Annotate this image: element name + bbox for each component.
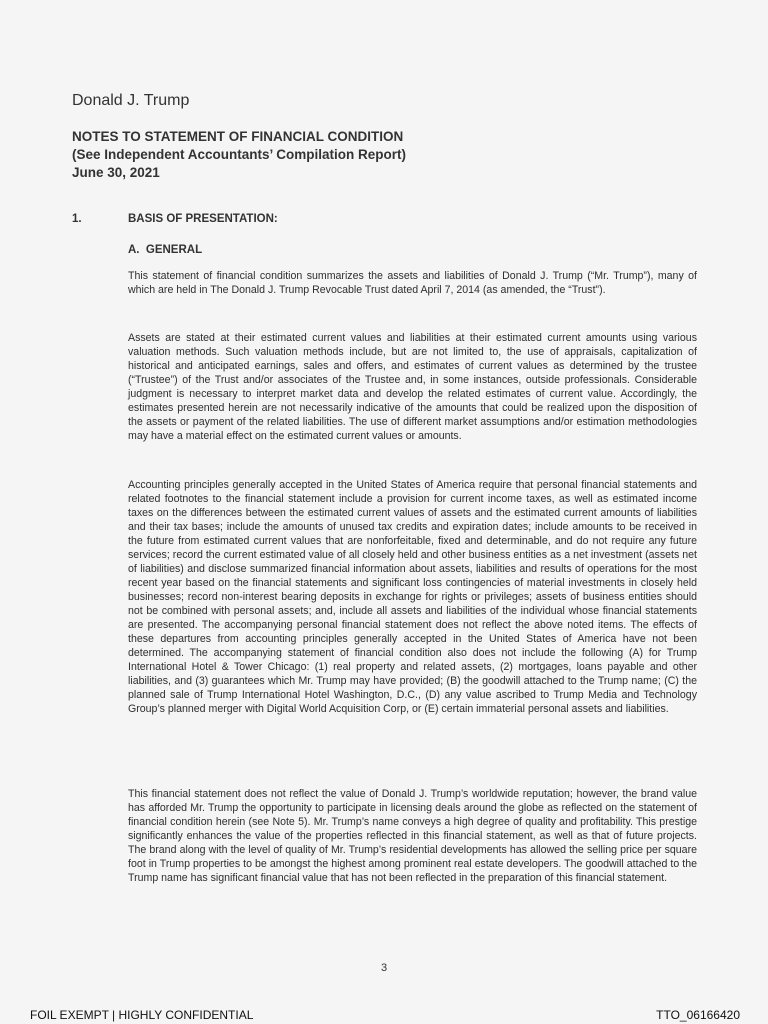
document-title: NOTES TO STATEMENT OF FINANCIAL CONDITION <box>72 129 404 144</box>
section-number: 1. <box>72 213 82 225</box>
subject-name: Donald J. Trump <box>72 92 190 109</box>
paragraph-1: This statement of financial condition summarizes the assets and liabilities of Donald J. Trump (“Mr. Trump”), many of which are held in The Donald J. Trump Revocable Trust dated April 7, 2014 (as amended, the “Trust”). <box>128 270 697 296</box>
paragraph-4: This financial statement does not reflect the value of Donald J. Trump’s worldwide reputation; however, the brand value has afforded Mr. Trump the opportunity to participate in licensing deals around the globe as reflected on the statement of financial condition herein (see Note 5). Mr. Trump’s name conveys a high degree of quality and profitability. This prestige significantly enhances the value of the properties reflected in this financial statement, as well as that of future projects. The brand along with the level of quality of Mr. Trump’s residential developments has allowed the selling price per square foot in Trump properties to be amongst the highest among prominent real estate developers. The goodwill attached to the Trump name has significant financial value that has not been reflected in the preparation of this financial statement. <box>128 788 697 884</box>
page-number: 3 <box>380 962 388 974</box>
paragraph-2: Assets are stated at their estimated current values and liabilities at their estimated current amounts using various valuation methods. Such valuation methods include, but are not limited to, the use of appraisals, capitalization of historical and anticipated earnings, sales and offers, and estimates of current values as determined by the trustee (“Trustee”) of the Trust and/or associates of the Trustee and, in some instances, outside professionals. Considerable judgment is necessary to interpret market data and develop the related estimates of current value. Accordingly, the estimates presented herein are not necessarily indicative of the amounts that could be realized upon the disposition of the assets or payment of the related liabilities. The use of different market assumptions and/or estimation methodologies may have a material effect on the estimated current values or amounts. <box>128 332 697 442</box>
paragraph-3: Accounting principles generally accepted in the United States of America require that personal financial statements and related footnotes to the financial statement include a provision for current income taxes, as well as estimated income taxes on the differences between the estimated current values of assets and the estimated current amounts of liabilities and their tax bases; include the amounts of unused tax credits and expiration dates; include amounts to be received in the future from estimated current values that are nonforfeitable, fixed and determinable, and do not require any future services; record the current estimated value of all closely held and other business entities as a net investment (assets net of liabilities) and disclose summarized financial information about assets, liabilities and results of operations for the most recent year based on the financial statements and significant loss contingencies of material investments in closely held businesses; record non-interest bearing deposits in exchange for rights or privileges; assets of business entities should not be combined with personal assets; and, include all assets and liabilities of the individual whose financial statements are presented. The accompanying personal financial statement does not reflect the above noted items. The effects of these departures from accounting principles generally accepted in the United States of America have not been determined. The accompanying statement of financial condition also does not include the following (A) for Trump International Hotel & Tower Chicago: (1) real property and related assets, (2) mortgages, loans payable and other liabilities, and (3) guarantees which Mr. Trump may have provided; (B) the goodwill attached to the Trump name; (C) the planned sale of Trump International Hotel Washington, D.C., (D) any value ascribed to Trump Media and Technology Group’s planned merger with Digital World Acquisition Corp, or (E) certain immaterial personal assets and liabilities. <box>128 479 697 715</box>
document-subtitle: (See Independent Accountants’ Compilation Report) <box>72 147 407 162</box>
document-heading <box>72 128 406 182</box>
subsection-title: A. GENERAL <box>128 244 203 256</box>
confidentiality-label: FOIL EXEMPT | HIGHLY CONFIDENTIAL <box>30 1008 254 1022</box>
document-date: June 30, 2021 <box>72 165 160 180</box>
bates-number: TTO_06166420 <box>656 1008 740 1022</box>
section-title: BASIS OF PRESENTATION: <box>128 213 278 225</box>
